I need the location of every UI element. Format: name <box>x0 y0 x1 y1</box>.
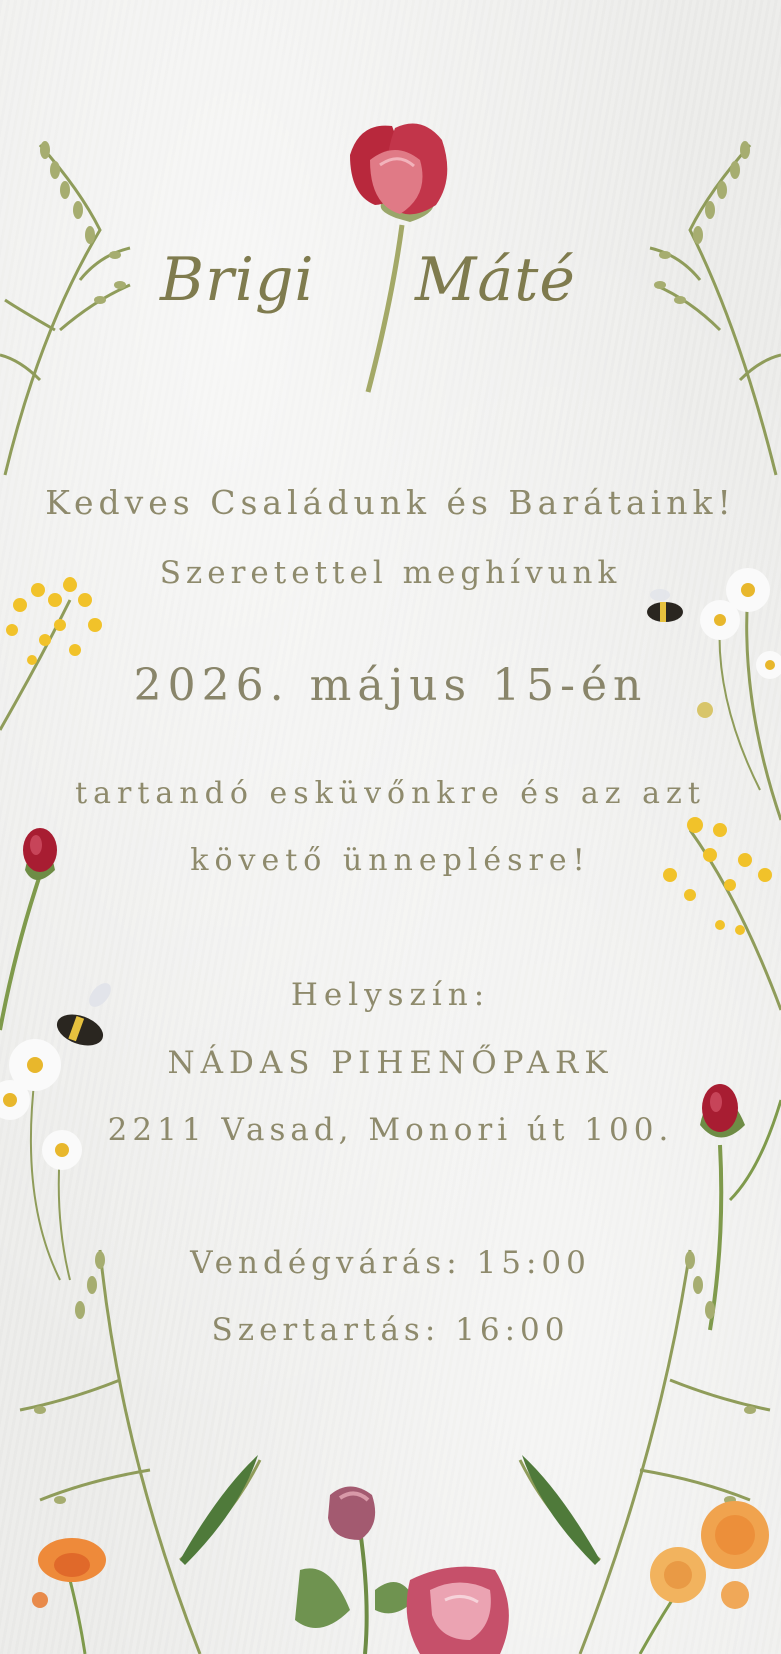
ceremony-time: Szertartás: 16:00 <box>211 1312 570 1348</box>
guest-arrival-time: Vendégvárás: 15:00 <box>190 1245 591 1281</box>
greeting: Kedves Családunk és Barátaink! <box>45 483 736 522</box>
venue-label: Helyszín: <box>290 977 491 1013</box>
leaf-icon <box>180 1455 258 1565</box>
bride-name: Brigi <box>160 245 315 315</box>
rose-icon <box>295 1487 509 1654</box>
grass-sprig-icon <box>20 1250 260 1654</box>
wedding-date: 2026. május 15-én <box>133 660 648 711</box>
groom-name: Máté <box>415 245 576 315</box>
grass-sprig-icon <box>650 145 781 475</box>
orange-flower-icon <box>32 1538 106 1654</box>
occasion-line-1: tartandó esküvőnkre és az azt <box>75 776 706 811</box>
venue-address: 2211 Vasad, Monori út 100. <box>107 1112 674 1148</box>
invite-line: Szeretettel meghívunk <box>159 555 622 591</box>
leaf-icon <box>522 1455 600 1565</box>
bee-icon <box>647 589 683 622</box>
occasion-line-2: követő ünneplésre! <box>190 843 591 878</box>
orange-flower-icon <box>640 1501 769 1654</box>
venue-name: NÁDAS PIHENŐPARK <box>167 1045 614 1081</box>
